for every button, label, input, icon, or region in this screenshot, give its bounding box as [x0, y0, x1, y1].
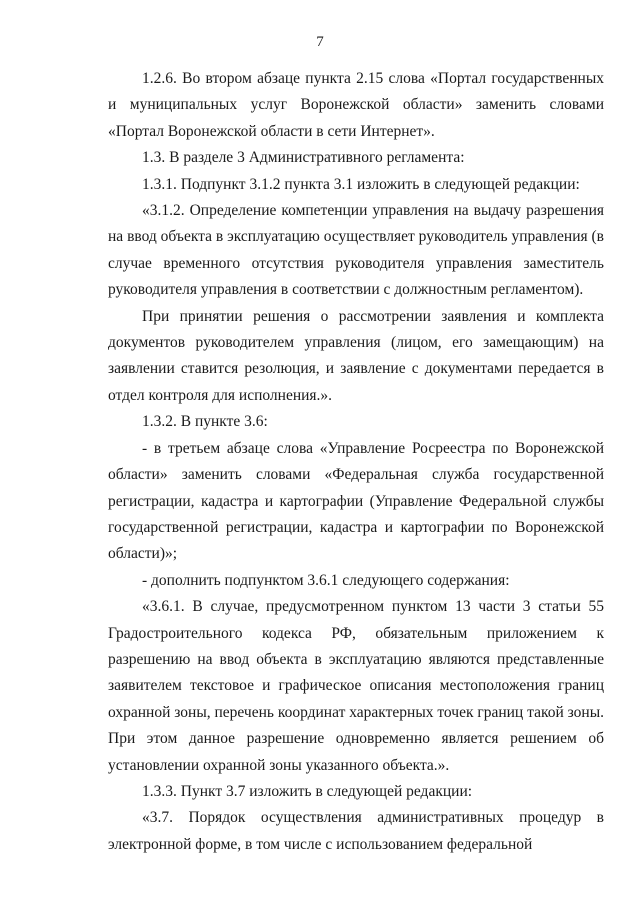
paragraph-resolution: При принятии решения о рассмотрении заявления и комплекта документов руководителем управления (лицом, его замещающим) на заявлении ставится резолюция, и заявление с документами передается в отдел контроля для исполнения.». — [108, 307, 604, 404]
paragraph-3-6-1: «3.6.1. В случае, предусмотренном пунктом 13 части 3 статьи 55 Градостроительного кодекса РФ, обязательным приложением к разрешению на ввод объекта в эксплуатацию являются представленные заявителем текстовое и графическое описания местоположения границ охранной зоны, перечень координат характерных точек границ такой зоны. При этом данное разрешение одновременно является решением об установлении охранной зоны указанного объекта.». — [108, 598, 604, 774]
paragraph-add-subpoint: - дополнить подпунктом 3.6.1 следующего содержания: — [142, 571, 510, 589]
page-number: 7 — [316, 34, 324, 50]
paragraph-3-1-2: «3.1.2. Определение компетенции управления на выдачу разрешения на ввод объекта в эксплуатацию осуществляет руководитель управления (в случае временного отсутствия руководителя управления заместитель руководителя управления в соответствии с должностным регламентом). — [108, 202, 604, 299]
document-body — [108, 66, 604, 858]
paragraph-1-2-6: 1.2.6. Во втором абзаце пункта 2.15 слова «Портал государственных и муниципальных услуг Воронежской области» заменить словами «Портал Воронежской области в сети Интернет». — [108, 70, 604, 140]
paragraph-third-abzac: - в третьем абзаце слова «Управление Росреестра по Воронежской области» заменить словами «Федеральная служба государственной регистрации, кадастра и картографии (Управление Федеральной службы государственной регистрации, кадастра и картографии по Воронежской области)»; — [108, 439, 604, 563]
paragraph-1-3-3: 1.3.3. Пункт 3.7 изложить в следующей редакции: — [142, 782, 473, 800]
paragraph-1-3: 1.3. В разделе 3 Административного регламента: — [142, 149, 465, 167]
paragraph-1-3-1: 1.3.1. Подпункт 3.1.2 пункта 3.1 изложить в следующей редакции: — [142, 175, 580, 193]
paragraph-3-7: «3.7. Порядок осуществления административных процедур в электронной форме, в том числе с использованием федеральной — [108, 809, 604, 853]
paragraph-1-3-2: 1.3.2. В пункте 3.6: — [142, 413, 268, 431]
